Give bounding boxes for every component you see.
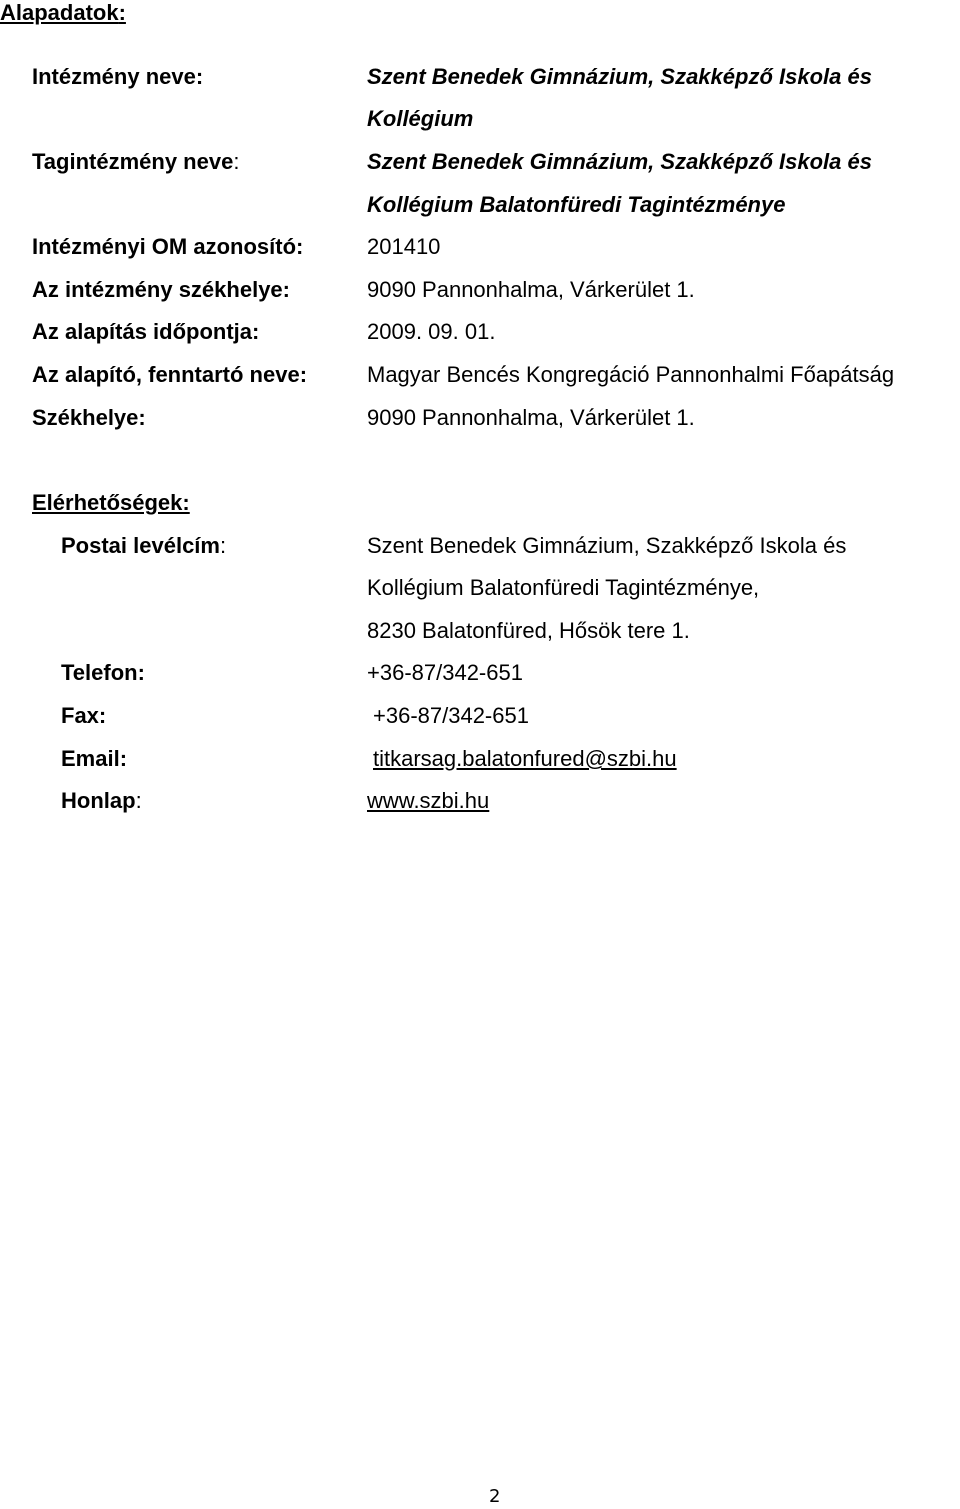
institution-name-line-2: Kollégium [367, 106, 474, 131]
email-label: Email: [61, 746, 128, 771]
founder-seat-label: Székhelye: [32, 405, 146, 430]
founder-label: Az alapító, fenntartó neve: [32, 362, 308, 387]
section-heading-contacts: Elérhetőségek: [32, 490, 190, 515]
founding-date-label: Az alapítás időpontja: [32, 319, 260, 344]
institution-name-label: Intézmény neve: [32, 64, 204, 89]
member-institution-line-2: Kollégium Balatonfüredi Tagintézménye [367, 192, 786, 217]
founder-value: Magyar Bencés Kongregáció Pannonhalmi Főapátság [367, 362, 895, 387]
member-institution-label-colon: : [233, 149, 240, 174]
postal-address-line-2: Kollégium Balatonfüredi Tagintézménye, [367, 575, 760, 600]
heading-text: Alapadatok [0, 0, 119, 25]
section-heading-basic-data [0, 0, 126, 26]
postal-address-label [61, 533, 226, 559]
website-label [61, 788, 142, 814]
seat-label: Az intézmény székhelye: [32, 277, 290, 302]
postal-address-line-1: Szent Benedek Gimnázium, Szakképző Iskola és [367, 533, 847, 558]
phone-value: +36-87/342-651 [367, 660, 523, 685]
fax-label: Fax: [61, 703, 107, 728]
website-label-colon: : [135, 788, 142, 813]
seat-value: 9090 Pannonhalma, Várkerület 1. [367, 277, 695, 302]
phone-label: Telefon: [61, 660, 145, 685]
heading-colon: : [118, 0, 126, 25]
institution-name-line-1: Szent Benedek Gimnázium, Szakképző Iskola és [367, 64, 872, 89]
postal-address-label-colon: : [219, 533, 227, 558]
email-link[interactable]: titkarsag.balatonfured@szbi.hu [373, 746, 677, 771]
page-number: 2 [489, 1486, 501, 1507]
member-institution-label [32, 149, 239, 175]
founder-seat-value: 9090 Pannonhalma, Várkerület 1. [367, 405, 695, 430]
member-institution-line-1: Szent Benedek Gimnázium, Szakképző Iskola és [367, 149, 872, 174]
member-institution-label-text: Tagintézmény neve [32, 149, 234, 174]
fax-value: +36-87/342-651 [373, 703, 529, 728]
website-label-text: Honlap [61, 788, 136, 813]
om-id-value: 201410 [367, 234, 441, 259]
postal-address-line-3: 8230 Balatonfüred, Hősök tere 1. [367, 618, 690, 643]
website-link[interactable]: www.szbi.hu [367, 788, 490, 813]
postal-address-label-text: Postai levélcím [61, 533, 220, 558]
founding-date-value: 2009. 09. 01. [367, 319, 496, 344]
om-id-label: Intézményi OM azonosító: [32, 234, 304, 259]
